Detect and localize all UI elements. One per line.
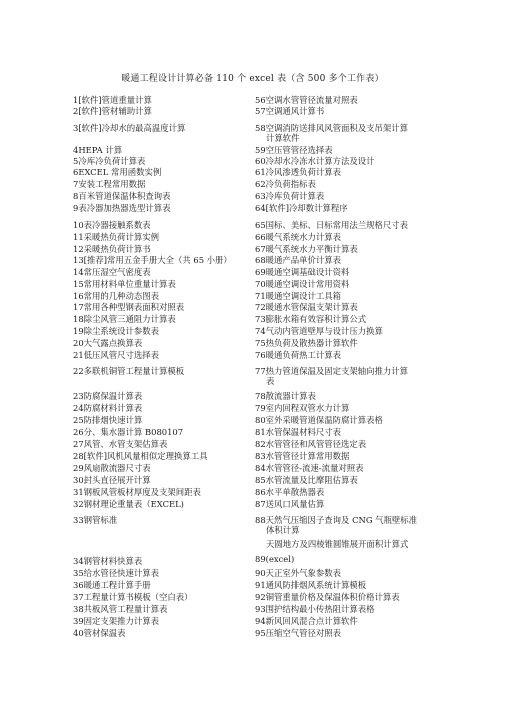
item-number: 76 xyxy=(255,350,266,360)
list-item xyxy=(73,191,173,201)
item-title: 封头直径展开计算 xyxy=(84,475,154,485)
item-number: 38 xyxy=(73,604,84,614)
list-item xyxy=(255,220,411,230)
item-title: 多联机铜管工程量计算模板 xyxy=(84,366,188,376)
item-title: 冷负荷指标表 xyxy=(266,179,319,189)
item-title: 冷库冷负荷计算表 xyxy=(78,156,148,166)
item-title: 空压管管径选择表 xyxy=(266,145,336,155)
list-item xyxy=(255,123,411,133)
list-item xyxy=(255,475,361,485)
item-title: 水管流量及比摩阻估算表 xyxy=(266,475,361,485)
list-item xyxy=(255,628,344,638)
list-item xyxy=(255,616,361,626)
item-number: 35 xyxy=(73,568,84,578)
item-number: 27 xyxy=(73,439,84,449)
item-title: HEPA 计算 xyxy=(78,145,125,155)
item-title: [软件]风机风量相似定理换算工具 xyxy=(84,451,211,461)
item-number: 87 xyxy=(255,499,266,509)
list-item xyxy=(73,427,186,437)
item-title: 防腐保温计算表 xyxy=(84,391,146,401)
item-number: 86 xyxy=(255,487,266,497)
item-number: 25 xyxy=(73,415,84,425)
list-item xyxy=(255,376,277,386)
list-item xyxy=(73,403,145,413)
list-item xyxy=(255,463,366,473)
list-item xyxy=(255,539,411,549)
item-title: [推荐]常用五金手册大全（共 65 小册） xyxy=(84,255,235,265)
list-item xyxy=(73,338,145,348)
list-item xyxy=(255,515,420,525)
list-item xyxy=(255,338,361,348)
item-number: 11 xyxy=(73,232,84,242)
list-item xyxy=(255,568,344,578)
list-item xyxy=(73,616,162,626)
list-item xyxy=(255,580,369,590)
list-item xyxy=(73,568,162,578)
item-title: 钢板风管板材厚度及支架间距表 xyxy=(84,487,204,497)
item-title: 常用材料单位重量计算表 xyxy=(84,279,179,289)
item-title: 水平单散热器表 xyxy=(266,487,328,497)
item-number: 18 xyxy=(73,314,84,324)
item-title: 新风回风混合点计算软件 xyxy=(266,616,361,626)
item-number: 62 xyxy=(255,179,266,189)
item-number: 82 xyxy=(255,439,266,449)
item-number: 13 xyxy=(73,255,84,265)
item-title: 给水管径快速计算表 xyxy=(84,568,162,578)
item-number: 93 xyxy=(255,604,266,614)
list-item xyxy=(73,487,204,497)
list-item xyxy=(73,291,162,301)
list-item xyxy=(255,350,344,360)
list-item xyxy=(255,279,352,289)
list-item xyxy=(73,156,148,166)
list-item xyxy=(255,232,344,242)
list-item xyxy=(255,145,336,155)
item-title: 天正室外气象参数表 xyxy=(266,568,344,578)
item-number: 8 xyxy=(73,191,79,201)
list-item xyxy=(255,439,369,449)
list-item xyxy=(73,220,154,230)
item-number: 12 xyxy=(73,244,84,254)
item-title: 膨胀水箱有效容积计算公式 xyxy=(266,314,370,324)
item-number: 89 xyxy=(255,554,266,564)
item-number: 71 xyxy=(255,291,266,301)
item-number: 29 xyxy=(73,463,84,473)
item-number: 79 xyxy=(255,403,266,413)
item-number: 65 xyxy=(255,220,266,230)
item-title: 送风口风量估算 xyxy=(266,499,328,509)
item-number: 75 xyxy=(255,338,266,348)
list-item xyxy=(255,604,378,614)
list-item xyxy=(255,255,344,265)
item-title: 表 xyxy=(266,376,277,386)
item-number: 64 xyxy=(255,203,266,213)
list-item xyxy=(73,451,210,461)
item-number: 5 xyxy=(73,156,79,166)
item-title: (excel) xyxy=(266,554,298,564)
document-title: 暖通工程设计计算必备 110 个 excel 表（含 500 多个工作表） xyxy=(121,74,384,84)
item-number: 69 xyxy=(255,267,266,277)
item-title: EXCEL 常用函数实例 xyxy=(78,167,164,177)
list-item xyxy=(73,255,235,265)
item-title: 热力管道保温及固定支架轴向推力计算 xyxy=(266,366,411,376)
item-number: 17 xyxy=(73,302,84,312)
list-item xyxy=(255,191,327,201)
list-item xyxy=(73,314,179,324)
list-item xyxy=(255,391,319,401)
item-title: 暖气系统水力平衡计算表 xyxy=(266,244,361,254)
list-item xyxy=(255,179,319,189)
item-title: 气动内管道壁厚与设计压力换算 xyxy=(266,326,386,336)
item-number: 1 xyxy=(73,95,79,105)
list-item xyxy=(73,463,154,473)
item-number: 36 xyxy=(73,580,84,590)
list-item xyxy=(255,291,344,301)
item-number: 77 xyxy=(255,366,266,376)
item-title: 常压湿空气密度表 xyxy=(84,267,154,277)
item-number: 22 xyxy=(73,366,84,376)
item-title: 暖气系统水力计算表 xyxy=(266,232,344,242)
item-title: 防腐材料计算表 xyxy=(84,403,146,413)
item-title: 钢管材料快算表 xyxy=(84,556,146,566)
item-title: 钢管标准 xyxy=(84,515,121,525)
item-number: 80 xyxy=(255,415,266,425)
item-title: [软件]冷却水的最高温度计算 xyxy=(78,123,188,133)
list-item xyxy=(73,203,173,213)
item-number: 72 xyxy=(255,302,266,312)
list-item xyxy=(73,475,154,485)
item-title: 钢材理论重量表（EXCEL) xyxy=(84,499,187,509)
list-item xyxy=(73,279,179,289)
item-number: 61 xyxy=(255,167,266,177)
list-item xyxy=(255,487,327,497)
list-item xyxy=(73,556,145,566)
item-title: 常用各种型钢表面积对照表 xyxy=(84,302,188,312)
item-number: 85 xyxy=(255,475,266,485)
item-number: 4 xyxy=(73,145,79,155)
list-item xyxy=(73,499,187,509)
item-number: 6 xyxy=(73,167,79,177)
item-title: 水管管径-流速-流量对照表 xyxy=(266,463,367,473)
item-number: 14 xyxy=(73,267,84,277)
item-number: 21 xyxy=(73,350,84,360)
item-number: 2 xyxy=(73,106,79,116)
item-title: 冷风渗透负荷计算表 xyxy=(266,167,344,177)
list-item xyxy=(255,451,352,461)
item-title: 热负荷及散热器计算软件 xyxy=(266,338,361,348)
list-item xyxy=(255,499,327,509)
list-item xyxy=(73,232,162,242)
item-number: 31 xyxy=(73,487,84,497)
item-number: 70 xyxy=(255,279,266,289)
item-number: 56 xyxy=(255,95,266,105)
item-title: 散流器计算表 xyxy=(266,391,319,401)
list-item xyxy=(73,604,170,614)
item-title: 风扇散流器尺寸表 xyxy=(84,463,154,473)
item-number: 37 xyxy=(73,592,84,602)
item-title: 暖通空调设计工具箱 xyxy=(266,291,344,301)
item-number: 84 xyxy=(255,463,266,473)
item-title: 暖通水管保温支架计算表 xyxy=(266,302,361,312)
item-title: 通风防排烟风系统计算模板 xyxy=(266,580,370,590)
item-title: 采暖热负荷计算实例 xyxy=(84,232,162,242)
item-number: 57 xyxy=(255,106,266,116)
list-item xyxy=(255,302,361,312)
item-title: 围护结构最小传热阻计算表格 xyxy=(266,604,378,614)
list-item xyxy=(73,145,125,155)
item-title: 工程量计算书模板（空白表） xyxy=(84,592,196,602)
list-item xyxy=(255,427,344,437)
item-number: 58 xyxy=(255,123,266,133)
item-number: 26 xyxy=(73,427,84,437)
item-number: 60 xyxy=(255,156,266,166)
list-item xyxy=(255,156,378,166)
item-number: 91 xyxy=(255,580,266,590)
list-item xyxy=(255,244,361,254)
item-number: 78 xyxy=(255,391,266,401)
list-item xyxy=(73,244,154,254)
item-number: 88 xyxy=(255,515,266,525)
item-number: 83 xyxy=(255,451,266,461)
item-title: 暖通空调设计常用资料 xyxy=(266,279,353,289)
list-item xyxy=(73,415,145,425)
list-item xyxy=(73,628,129,638)
list-item xyxy=(255,554,297,564)
list-item xyxy=(73,123,188,133)
item-number: 94 xyxy=(255,616,266,626)
item-title: 采暖热负荷计算书 xyxy=(84,244,154,254)
item-title: 水管管径和风管管径选定表 xyxy=(266,439,370,449)
item-title: 表冷器加热器选型计算表 xyxy=(78,203,173,213)
item-number: 33 xyxy=(73,515,84,525)
item-title: 除尘风管三通阻力计算表 xyxy=(84,314,179,324)
item-title: 共板风管工程量计算表 xyxy=(84,604,171,614)
item-title: 空调消防送排风风管面积及支吊架计算 xyxy=(266,123,411,133)
item-number: 30 xyxy=(73,475,84,485)
item-title: [软件]管材辅助计算 xyxy=(78,106,155,116)
item-title: 冷库负荷计算表 xyxy=(266,191,328,201)
item-number: 20 xyxy=(73,338,84,348)
item-title: 百米管道保温体积查询表 xyxy=(78,191,173,201)
list-item xyxy=(73,366,187,376)
list-item xyxy=(255,267,352,277)
item-title: 暖通工程计算手册 xyxy=(84,580,154,590)
item-title: 压缩空气管径对照表 xyxy=(266,628,344,638)
list-item xyxy=(73,592,196,602)
item-title: 空调通风计算书 xyxy=(266,106,328,116)
list-item xyxy=(255,95,361,105)
list-item xyxy=(255,403,352,413)
list-item xyxy=(255,326,386,336)
item-title: 室外采暖管道保温防腐计算表格 xyxy=(266,415,386,425)
item-number: 3 xyxy=(73,123,79,133)
item-number: 19 xyxy=(73,326,84,336)
item-title: 大气露点换算表 xyxy=(84,338,146,348)
item-title: 计算软件 xyxy=(266,133,303,143)
item-number: 74 xyxy=(255,326,266,336)
list-item xyxy=(255,133,303,143)
list-item xyxy=(255,366,411,376)
item-title: 暖通产品单价计算表 xyxy=(266,255,344,265)
item-title: 国标、美标、日标常用法兰规格尺寸表 xyxy=(266,220,411,230)
list-item xyxy=(255,525,303,535)
item-title: 体积计算 xyxy=(266,525,303,535)
item-title: 冷却水冷冻水计算方法及设计 xyxy=(266,156,378,166)
list-item xyxy=(73,167,164,177)
item-number: 95 xyxy=(255,628,266,638)
item-title: 天圆地方及四棱锥圆锥展开面积计算式 xyxy=(266,539,411,549)
item-title: 水管管径计算常用数据 xyxy=(266,451,353,461)
item-title: 暖通负荷热工计算表 xyxy=(266,350,344,360)
item-number: 66 xyxy=(255,232,266,242)
item-number: 73 xyxy=(255,314,266,324)
item-number: 24 xyxy=(73,403,84,413)
list-item xyxy=(73,302,187,312)
item-number: 90 xyxy=(255,568,266,578)
item-number: 28 xyxy=(73,451,84,461)
list-item xyxy=(255,314,369,324)
item-number: 59 xyxy=(255,145,266,155)
item-title: 常用的几种动态图表 xyxy=(84,291,162,301)
item-number: 10 xyxy=(73,220,84,230)
list-item xyxy=(73,95,155,105)
item-title: 安装工程常用数据 xyxy=(78,179,148,189)
item-number: 15 xyxy=(73,279,84,289)
list-item xyxy=(73,580,154,590)
item-title: 除尘系统设计参数表 xyxy=(84,326,162,336)
item-title: 空调水管管径流量对照表 xyxy=(266,95,361,105)
item-title: 暖通空调基础设计资料 xyxy=(266,267,353,277)
item-number: 39 xyxy=(73,616,84,626)
list-item xyxy=(73,106,155,116)
item-number: 32 xyxy=(73,499,84,509)
item-title: [软件]冷却数计算程序 xyxy=(266,203,351,213)
item-number: 7 xyxy=(73,179,79,189)
item-title: 风管、水管支架估算表 xyxy=(84,439,171,449)
list-item xyxy=(73,267,154,277)
item-title: 室内回程双管水力计算 xyxy=(266,403,353,413)
list-item xyxy=(255,106,327,116)
item-number: 68 xyxy=(255,255,266,265)
list-item xyxy=(73,439,170,449)
item-number: 92 xyxy=(255,592,266,602)
item-number: 34 xyxy=(73,556,84,566)
item-number: 81 xyxy=(255,427,266,437)
item-title: 管材保温表 xyxy=(84,628,129,638)
item-number: 63 xyxy=(255,191,266,201)
list-item xyxy=(255,167,344,177)
item-title: 固定支架推力计算表 xyxy=(84,616,162,626)
item-title: 低压风管尺寸选择表 xyxy=(84,350,162,360)
item-title: 表冷器接触系数表 xyxy=(84,220,154,230)
item-title: 天然气压缩因子查询及 CNG 气瓶壁标准 xyxy=(266,515,420,525)
item-number: 23 xyxy=(73,391,84,401)
item-number: 16 xyxy=(73,291,84,301)
item-title: 防排烟快速计算 xyxy=(84,415,146,425)
list-item xyxy=(255,592,403,602)
item-title: 分、集水器计算 B080107 xyxy=(84,427,186,437)
list-item xyxy=(73,391,145,401)
item-title: [软件]管道重量计算 xyxy=(78,95,155,105)
item-number: 40 xyxy=(73,628,84,638)
list-item xyxy=(73,326,162,336)
list-item xyxy=(255,415,386,425)
list-item xyxy=(73,350,162,360)
list-item xyxy=(73,515,120,525)
list-item xyxy=(255,203,351,213)
list-item xyxy=(73,179,148,189)
item-number: 67 xyxy=(255,244,266,254)
item-number: 9 xyxy=(73,203,79,213)
item-title: 水管保温材料尺寸表 xyxy=(266,427,344,437)
item-title: 铜管重量价格及保温体积价格计算表 xyxy=(266,592,403,602)
